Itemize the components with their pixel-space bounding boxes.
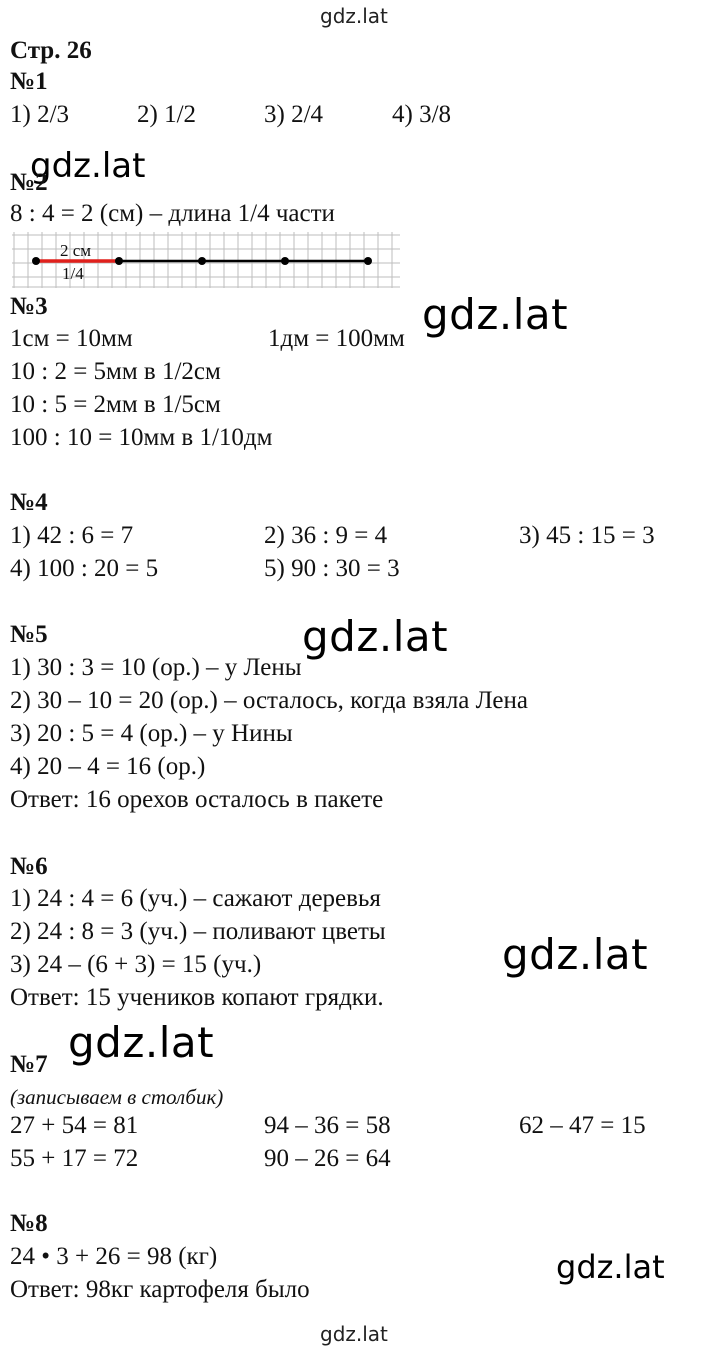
watermark-6: gdz.lat	[556, 1248, 665, 1286]
task-6-line-1: 1) 24 : 4 = 6 (уч.) – сажают деревья	[10, 885, 381, 912]
task-4-title: №4	[10, 489, 48, 516]
task-3-dm: 1дм = 100мм	[268, 325, 405, 352]
task-1-item-2: 2) 1/2	[137, 101, 197, 128]
task-5-line-3: 3) 20 : 5 = 4 (ор.) – у Нины	[10, 720, 293, 747]
watermark-4: gdz.lat	[502, 930, 649, 979]
task-3-cm: 1см = 10мм	[10, 325, 133, 352]
task-4-item-3: 3) 45 : 15 = 3	[519, 522, 655, 549]
task-7-note: (записываем в столбик)	[10, 1085, 224, 1109]
task-5-line-4: 4) 20 – 4 = 16 (ор.)	[10, 753, 206, 780]
page-title: Стр. 26	[10, 37, 92, 64]
task-7-item-1: 27 + 54 = 81	[10, 1112, 139, 1139]
point-3	[281, 257, 289, 265]
task-8-answer: Ответ: 98кг картофеля было	[10, 1276, 310, 1303]
point-4	[364, 257, 372, 265]
task-5-line-2: 2) 30 – 10 = 20 (ор.) – осталось, когда взяла Лена	[10, 687, 528, 714]
task-3-line-2: 10 : 5 = 2мм в 1/5см	[10, 391, 221, 418]
task-2-title: №2	[10, 169, 48, 196]
watermark-5: gdz.lat	[68, 1018, 215, 1067]
task-2-line: 8 : 4 = 2 (см) – длина 1/4 части	[10, 200, 335, 227]
task-1-item-3: 3) 2/4	[264, 101, 324, 128]
segment-diagram	[12, 232, 402, 288]
task-7-title: №7	[10, 1051, 48, 1078]
task-4-item-5: 5) 90 : 30 = 3	[264, 555, 400, 582]
segment-fraction-label: 1/4	[62, 264, 84, 283]
task-6-line-2: 2) 24 : 8 = 3 (уч.) – поливают цветы	[10, 918, 386, 945]
point-1	[115, 257, 123, 265]
task-3-line-1: 10 : 2 = 5мм в 1/2см	[10, 358, 221, 385]
task-7-item-3: 62 – 47 = 15	[519, 1112, 646, 1139]
point-0	[32, 257, 40, 265]
task-7-item-5: 90 – 26 = 64	[264, 1145, 391, 1172]
task-1-title: №1	[10, 68, 48, 95]
task-5-line-1: 1) 30 : 3 = 10 (ор.) – у Лены	[10, 654, 302, 681]
task-7-item-4: 55 + 17 = 72	[10, 1145, 139, 1172]
task-6-answer: Ответ: 15 учеников копают грядки.	[10, 984, 384, 1011]
task-5-title: №5	[10, 621, 48, 648]
watermark-top: gdz.lat	[320, 4, 388, 28]
task-1-item-1: 1) 2/3	[10, 101, 70, 128]
task-5-answer: Ответ: 16 орехов осталось в пакете	[10, 786, 384, 813]
segment-length-label: 2 см	[60, 241, 92, 260]
task-4-item-1: 1) 42 : 6 = 7	[10, 522, 134, 549]
task-6-line-3: 3) 24 – (6 + 3) = 15 (уч.)	[10, 951, 262, 978]
task-8-title: №8	[10, 1210, 48, 1237]
point-2	[198, 257, 206, 265]
watermark-2: gdz.lat	[422, 290, 569, 339]
task-4-item-4: 4) 100 : 20 = 5	[10, 555, 159, 582]
watermark-bottom: gdz.lat	[320, 1322, 388, 1346]
task-7-item-2: 94 – 36 = 58	[264, 1112, 391, 1139]
task-3-title: №3	[10, 293, 48, 320]
watermark-3: gdz.lat	[302, 612, 449, 661]
task-1-item-4: 4) 3/8	[392, 101, 452, 128]
task-4-item-2: 2) 36 : 9 = 4	[264, 522, 388, 549]
task-3-line-3: 100 : 10 = 10мм в 1/10дм	[10, 424, 273, 451]
task-6-title: №6	[10, 853, 48, 880]
task-8-line-1: 24 • 3 + 26 = 98 (кг)	[10, 1243, 218, 1270]
watermark-1: gdz.lat	[30, 146, 146, 186]
